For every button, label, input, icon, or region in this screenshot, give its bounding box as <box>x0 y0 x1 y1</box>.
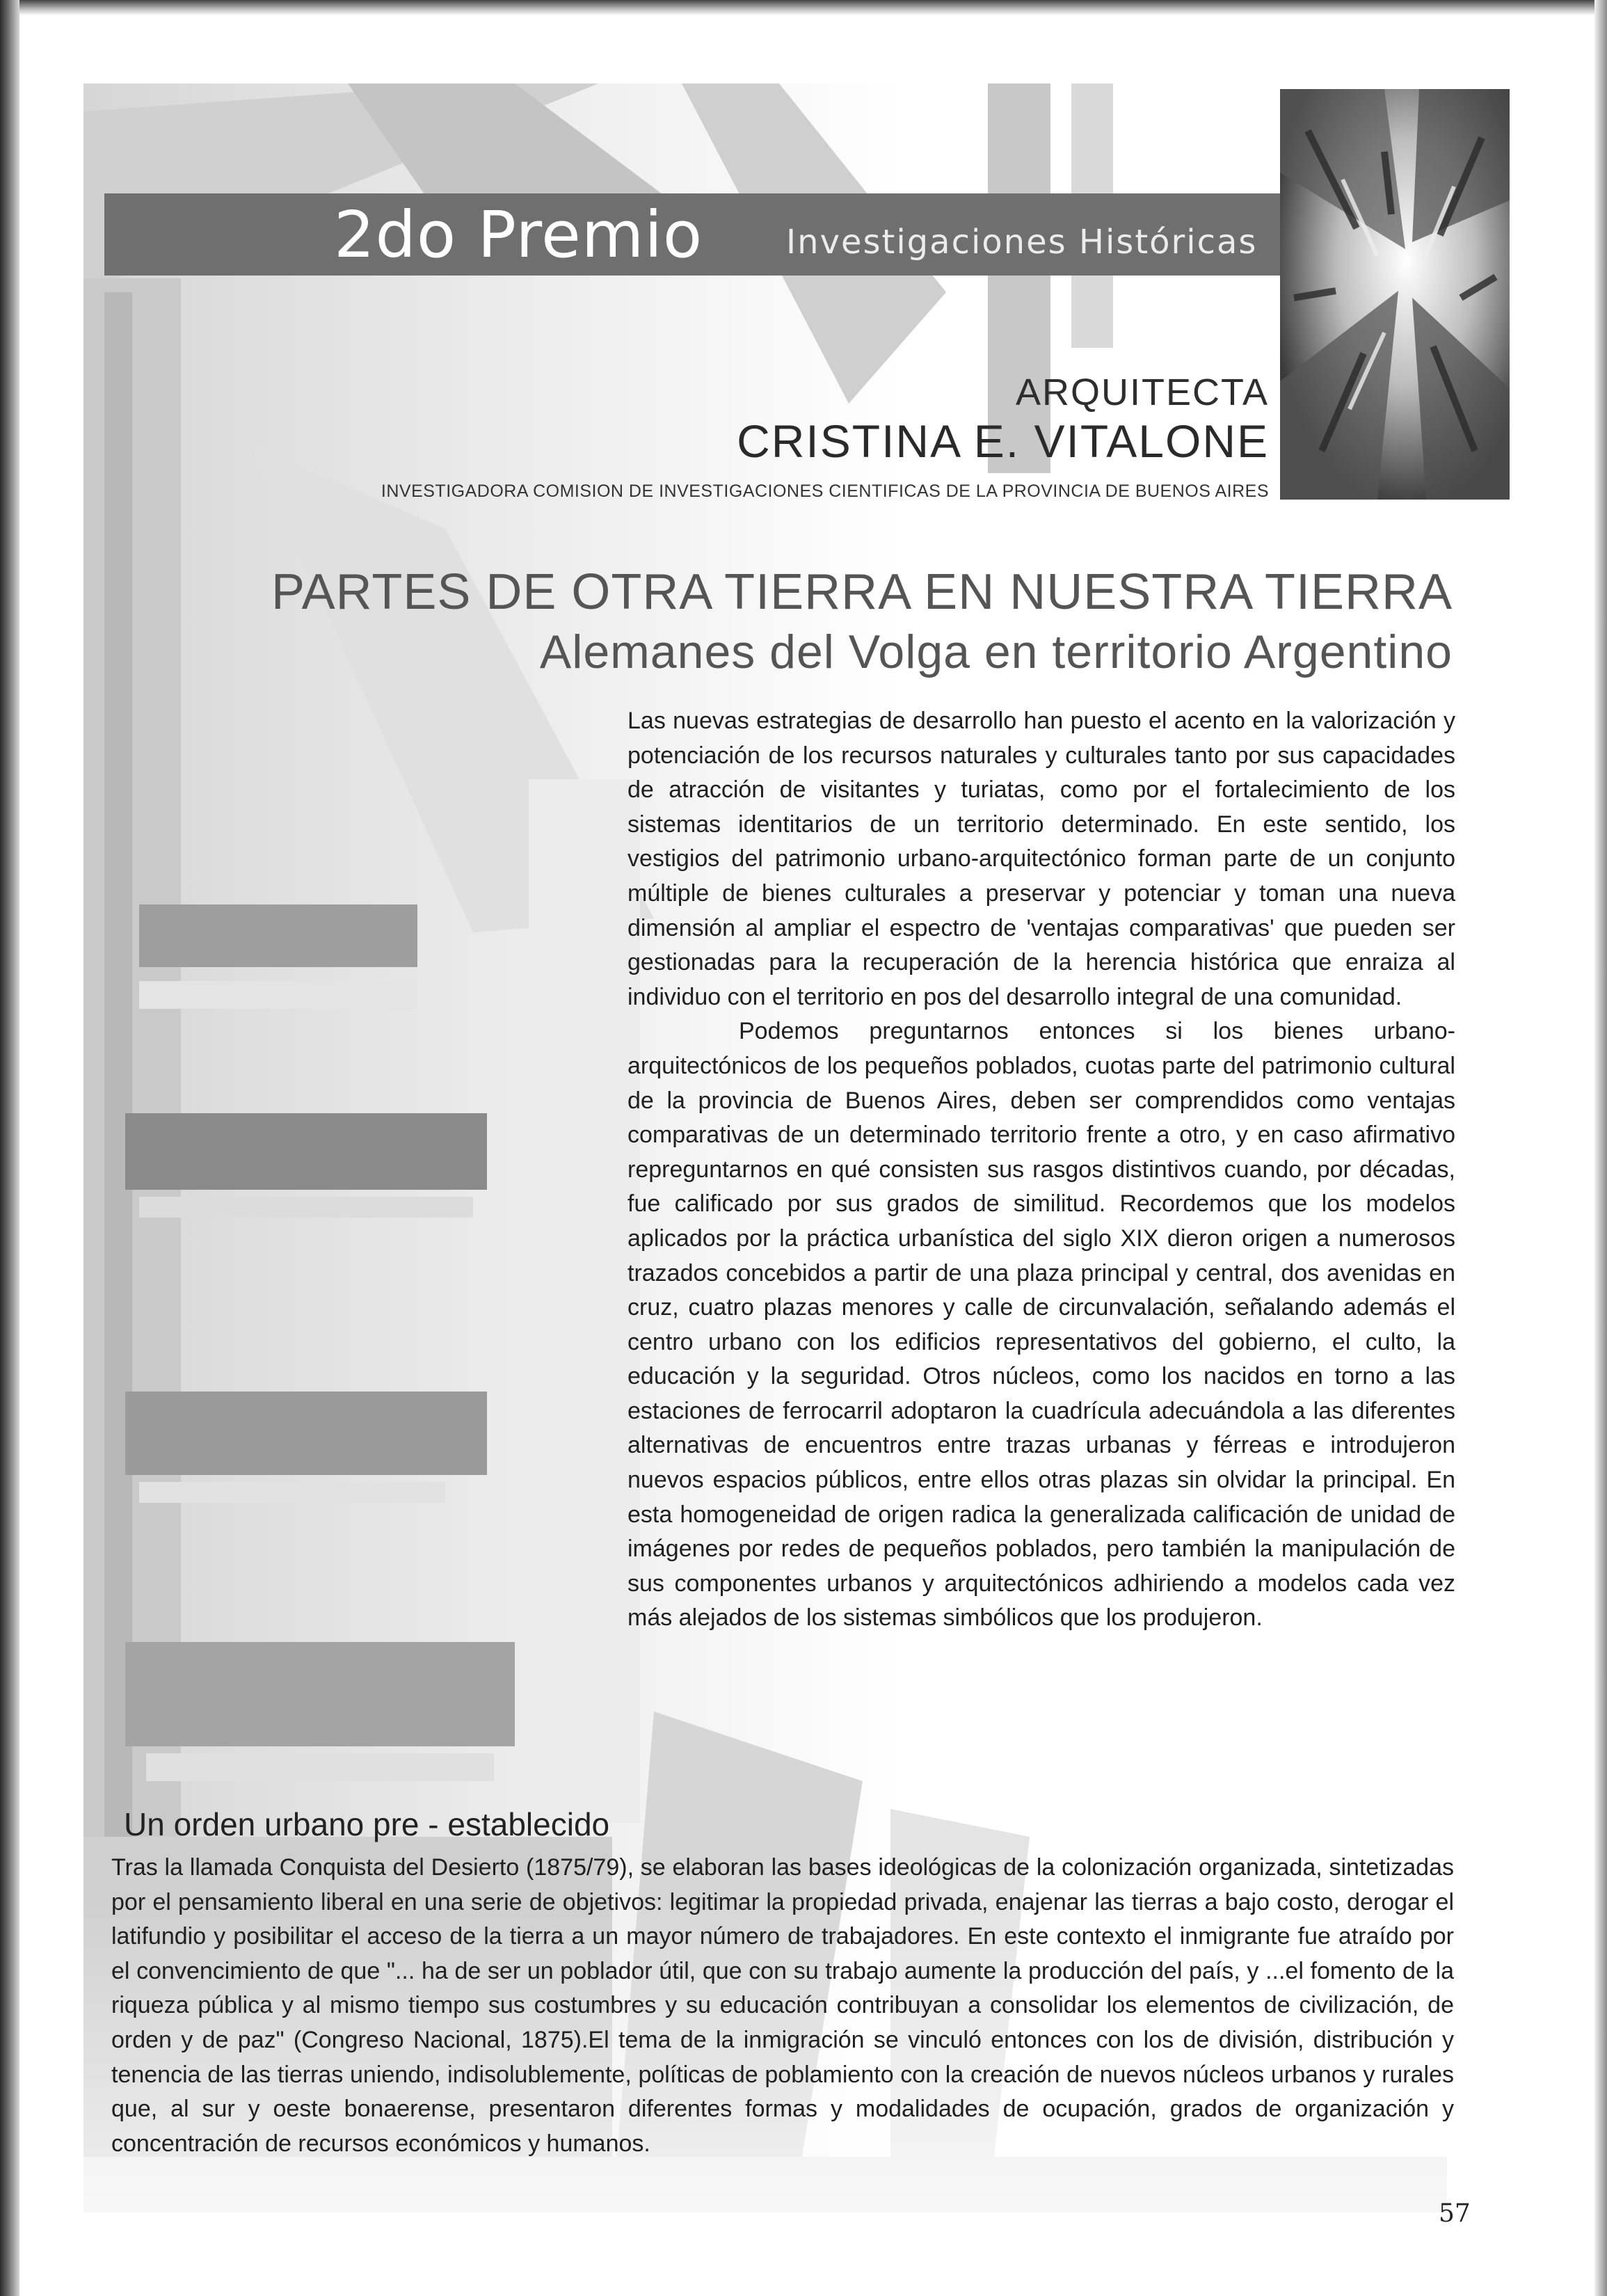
award-category: Investigaciones Históricas <box>786 223 1258 262</box>
section-body <box>111 1851 1454 2161</box>
author-name: CRISTINA E. VITALONE <box>737 415 1269 467</box>
paragraph: Tras la llamada Conquista del Desierto (1875/79), se elaboran las bases ideológicas de la colonización organizada, sintetizadas por el pensamiento liberal en una serie de objetivos: legitimar la propiedad privada, enajenar las tierras a bajo costo, derogar el latifundio y posibilitar el acceso de la tierra a un mayor número de trabajadores. En este contexto el inmigrante fue atraído por el convencimiento de que "... ha de ser un poblador útil, que con su trabajo aumente la producción del país, y ...el fomento de la riqueza pública y al mismo tiempo sus costumbres y su educación contribuyan a consolidar los elementos de civilización, de orden y de paz" (Congreso Nacional, 1875).El tema de la inmigración se vinculó entonces con los de división, distribución y tenencia de las tierras uniendo, indisolublemente, políticas de poblamiento con la creación de nuevos núcleos urbanos y rurales que, al sur y oeste bonaerense, presentaron diferentes formas y modalidades de ocupación, grados de organización y concentración de recursos económicos y humanos. <box>111 1854 1454 2157</box>
corner-photo <box>1280 89 1510 500</box>
article-title: PARTES DE OTRA TIERRA EN NUESTRA TIERRA <box>271 564 1453 620</box>
paragraph: Las nuevas estrategias de desarrollo han puesto el acento en la valorización y potenciación de los recursos naturales y culturales tanto por sus capacidades de atracción de visitantes y turiatas, como por el fortalecimiento de los sistemas identitarios de un territorio determinado. En este sentido, los vestigios del patrimonio urbano-arquitectónico forman parte de un conjunto múltiple de bienes culturales a preservar y potenciar y toman una nueva dimensión al ampliar el espectro de 'ventajas comparativas' que pueden ser gestionadas para la recuperación de la herencia histórica que enraiza al individuo con el territorio en pos del desarrollo integral de una comunidad. <box>627 708 1455 1010</box>
author-affiliation: INVESTIGADORA COMISION DE INVESTIGACIONES CIENTIFICAS DE LA PROVINCIA DE BUENOS AIRES <box>381 481 1269 501</box>
award-title: 2do Premio <box>334 198 703 272</box>
scan-edge-left <box>0 0 19 2296</box>
article-body <box>627 704 1455 1636</box>
page-number: 57 <box>1439 2199 1471 2228</box>
article-subtitle: Alemanes del Volga en territorio Argentino <box>539 625 1453 678</box>
section-heading: Un orden urbano pre - establecido <box>124 1806 610 1842</box>
paragraph: Podemos preguntarnos entonces si los bienes urbano-arquitectónicos de los pequeños poblados, cuotas parte del patrimonio cultural de la provincia de Buenos Aires, deben ser comprendidos como ventajas comparativas de un determinado territorio frente a otro, y en caso afirmativo repreguntarnos en qué consisten sus rasgos distintivos cuando, por décadas, fue calificado por sus grados de similitud. Recordemos que los modelos aplicados por la práctica urbanística del siglo XIX dieron origen a numerosos trazados concebidos a partir de una plaza principal y central, dos avenidas en cruz, cuatro plazas menores y calle de circunvalación, señalando además el centro urbano con los edificios representativos del gobierno, el culto, la educación y la seguridad. Otros núcleos, como los nacidos en torno a las estaciones de ferrocarril adoptaron la cuadrícula adecuándola a las diferentes alternativas de encuentros entre trazas urbanas y férreas e introdujeron nuevos espacios públicos, entre ellos otras plazas sin olvidar la principal. En esta homogeneidad de origen radica la generalizada calificación de unidad de imágenes por redes de pequeños poblados, pero también la manipulación de sus componentes urbanos y arquitectónicos adhiriendo a modelos cada vez más alejados de los sistemas simbólicos que los produjeron. <box>627 1018 1455 1632</box>
author-role: ARQUITECTA <box>1015 372 1269 413</box>
scan-edge-top <box>0 0 1607 15</box>
scan-edge-right <box>1594 0 1607 2296</box>
